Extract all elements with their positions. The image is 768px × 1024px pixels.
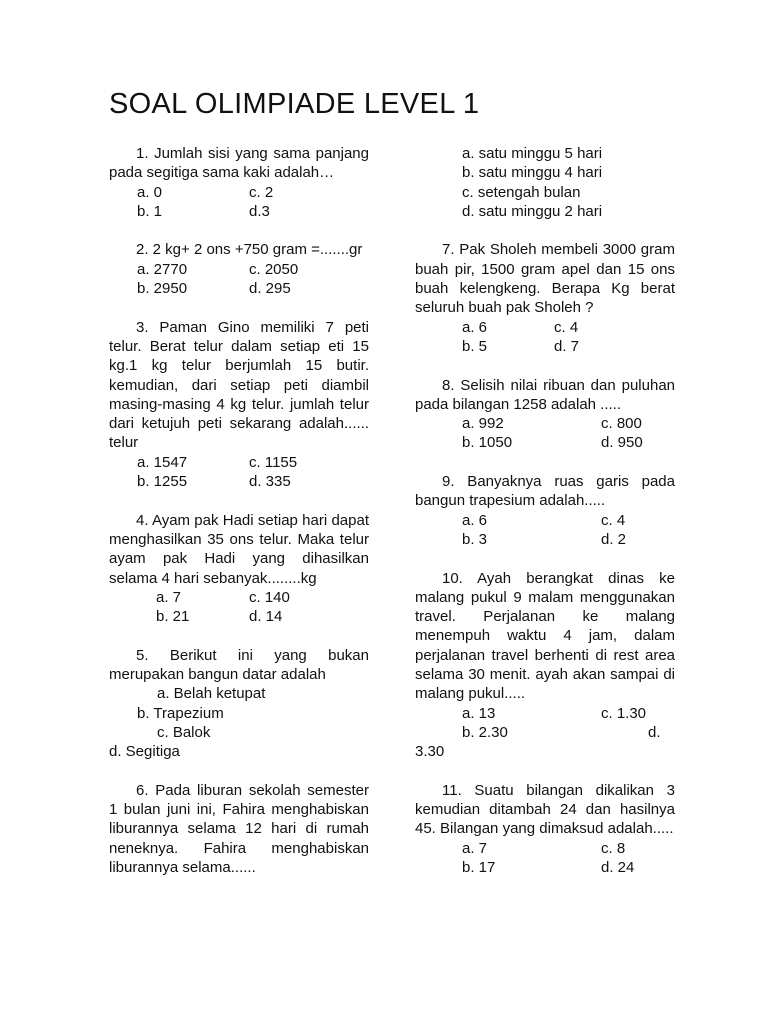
option-c: c. 140 — [249, 588, 290, 606]
options-row — [415, 337, 675, 356]
option-d: d.3 — [249, 202, 270, 220]
option-c: c. 4 — [554, 318, 579, 336]
option-b: b. Trapezium — [137, 704, 224, 722]
options-row — [109, 260, 369, 279]
question-text: 4. Ayam pak Hadi setiap hari dapat menghasilkan 35 ons telur. Maka telur ayam pak Hadi yang dihasilkan selama 4 hari sebanyak........kg — [109, 511, 369, 587]
option-d: d. 14 — [249, 608, 283, 626]
question-text: 8. Selisih nilai ribuan dan puluhan pada bilangan 1258 adalah ..... — [415, 376, 675, 413]
options-row — [415, 858, 675, 877]
question-9 — [415, 472, 675, 549]
question-6 — [109, 781, 369, 877]
question-text: 7. Pak Sholeh membeli 3000 gram buah pir, 1500 gram apel dan 15 ons buah kelengkeng. Berapa Kg berat seluruh buah pak Sholeh ? — [415, 241, 675, 317]
question-text: 6. Pada liburan sekolah semester 1 bulan juni ini, Fahira menghabiskan liburannya selama 12 hari di rumah neneknya. Fahira menghabiskan liburannya selama...... — [109, 781, 369, 876]
question-5 — [109, 646, 369, 762]
option-d: d. — [648, 723, 661, 741]
question-8 — [415, 376, 675, 453]
question-4 — [109, 511, 369, 627]
options-row — [415, 530, 675, 549]
option-c: c. 4 — [601, 511, 626, 529]
options-row — [109, 202, 369, 221]
options-row — [109, 279, 369, 298]
option-c: c. 2 — [249, 183, 274, 201]
question-text: 2. 2 kg+ 2 ons +750 gram =.......gr — [136, 241, 363, 259]
option-b: b. 1 — [137, 202, 163, 220]
option-c: c. 2050 — [249, 260, 299, 278]
option-c: c. setengah bulan — [462, 183, 581, 201]
question-3 — [109, 318, 369, 492]
option-c: c. 1155 — [249, 453, 298, 471]
option-c: c. 800 — [601, 415, 642, 433]
option-d: d. 2 — [601, 530, 627, 548]
option-b: b. 3 — [462, 530, 488, 548]
option-d: d. 950 — [601, 434, 643, 452]
question-text: 11. Suatu bilangan dikalikan 3 kemudian ditambah 24 dan hasilnya 45. Bilangan yang dimaksud adalah..... — [415, 781, 675, 838]
option-d: d. 7 — [554, 337, 580, 355]
question-7 — [415, 240, 675, 356]
option-b: b. 1050 — [462, 434, 513, 452]
question-text: 1. Jumlah sisi yang sama panjang pada segitiga sama kaki adalah… — [109, 145, 369, 182]
option-d: d. satu minggu 2 hari — [462, 202, 603, 220]
options-row — [415, 318, 675, 337]
options-row — [415, 414, 675, 433]
option-a: a. 2770 — [137, 260, 188, 278]
option-a: a. 7 — [462, 839, 488, 857]
question-text: 3. Paman Gino memiliki 7 peti telur. Berat telur dalam setiap eti 15 kg.1 kg telur berjumlah 15 butir. kemudian, dari setiap peti diambil masing-masing 4 kg telur. jumlah telur dari ketujuh peti sekarang adalah...... telur — [109, 318, 369, 452]
question-text: 9. Banyaknya ruas garis pada bangun trapesium adalah..... — [415, 473, 675, 510]
option-d: d. 24 — [601, 858, 635, 876]
options-row — [109, 607, 369, 626]
question-2 — [109, 240, 369, 298]
question-text: 10. Ayah berangkat dinas ke malang pukul 9 malam menggunakan travel. Perjalanan ke malang menempuh waktu 4 jam, dalam perjalanan travel berhenti di rest area selama 30 menit. ayah akan sampai di malang pukul..... — [415, 569, 675, 703]
option-a: a. 6 — [462, 318, 488, 336]
option-c: c. 8 — [601, 839, 626, 857]
option-a: a. 6 — [462, 511, 488, 529]
option-b: b. 2.30 — [462, 723, 508, 741]
option-c: c. Balok — [157, 723, 211, 741]
left-column — [109, 144, 369, 897]
option-a: a. 0 — [137, 183, 163, 201]
option-a: a. 992 — [462, 415, 504, 433]
option-b: b. 21 — [156, 608, 190, 626]
option-b: b. 17 — [462, 858, 496, 876]
question-text: 5. Berikut ini yang bukan merupakan bangun datar adalah — [109, 646, 369, 684]
option-b: b. 2950 — [137, 280, 188, 298]
options-row — [415, 839, 675, 858]
options-row — [109, 183, 369, 202]
option-a: a. 13 — [462, 704, 496, 722]
options-row — [415, 704, 675, 723]
option-d-value: 3.30 — [415, 743, 445, 761]
question-6-options — [415, 144, 675, 221]
option-b: b. satu minggu 4 hari — [462, 164, 603, 182]
options-row — [109, 453, 369, 472]
option-c: c. 1.30 — [601, 704, 647, 722]
options-row — [415, 433, 675, 452]
options-row — [415, 723, 675, 742]
options-row — [109, 588, 369, 607]
option-b: b. 5 — [462, 337, 488, 355]
question-11 — [415, 781, 675, 877]
question-1 — [109, 144, 369, 221]
option-a: a. 7 — [156, 588, 182, 606]
option-b: b. 1255 — [137, 473, 188, 491]
page-title: SOAL OLIMPIADE LEVEL 1 — [109, 88, 480, 120]
options-row — [109, 472, 369, 491]
option-d: d. 295 — [249, 280, 291, 298]
option-a: a. satu minggu 5 hari — [462, 145, 603, 162]
option-a: a. Belah ketupat — [157, 685, 266, 703]
question-10 — [415, 569, 675, 762]
option-d: d. Segitiga — [109, 743, 180, 761]
right-column — [415, 144, 675, 897]
option-d: d. 335 — [249, 473, 291, 491]
options-row — [415, 511, 675, 530]
option-a: a. 1547 — [137, 453, 188, 471]
